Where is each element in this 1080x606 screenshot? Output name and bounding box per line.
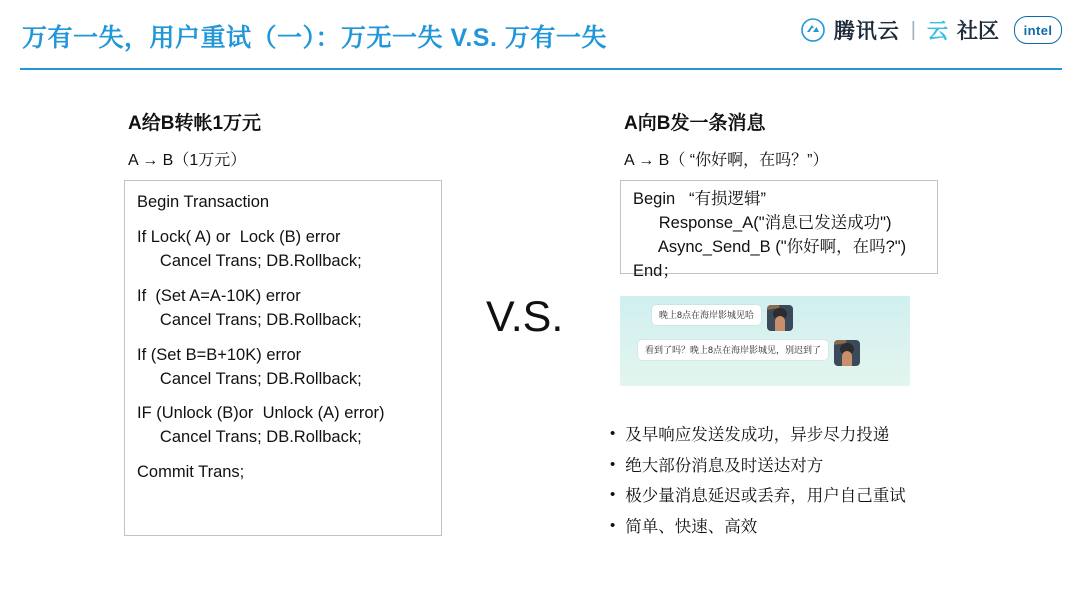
list-item — [610, 451, 1030, 482]
slide-header — [0, 0, 1080, 72]
bullet-dot-icon: • — [610, 425, 616, 442]
avatar — [767, 305, 793, 331]
brand-community-label: 社区 — [957, 20, 999, 43]
intel-logo-icon: intel — [1014, 16, 1062, 44]
list-item-label: 极少量消息延迟或丢弃，用户自己重试 — [625, 487, 906, 506]
code-line: If (Set A=A-10K) error — [137, 286, 301, 305]
code-line: Cancel Trans; DB.Rollback; — [137, 251, 362, 270]
left-heading: A给B转帐1万元 — [128, 113, 262, 134]
avatar — [834, 340, 860, 366]
brand-name: 腾讯云 — [833, 20, 900, 43]
code-line: Begin Transaction — [137, 193, 270, 211]
code-line: Async_Send_B ("你好啊，在吗?") — [645, 237, 907, 256]
bullet-dot-icon: • — [610, 516, 616, 534]
chat-screenshot — [620, 296, 910, 386]
chat-message-row — [652, 305, 793, 331]
code-line: IF (Unlock (B)or Unlock (A) error) — [137, 404, 385, 423]
left-subline: A → B（1万元） — [128, 152, 247, 169]
code-line: End； — [633, 261, 679, 280]
code-spacer — [137, 391, 429, 402]
bullet-dot-icon: • — [610, 455, 616, 473]
chat-bubble-text: 晚上8点在海岸影城见哈 — [652, 305, 761, 325]
code-spacer — [137, 450, 429, 461]
bullet-list — [610, 420, 1030, 542]
code-spacer — [137, 215, 429, 226]
code-spacer — [137, 274, 429, 285]
chat-message-row — [638, 340, 860, 366]
right-subline: A → B（ “你好啊，在吗？”） — [624, 152, 829, 169]
list-item-label: 绝大部份消息及时送达对方 — [625, 456, 824, 475]
code-line: If (Set B=B+10K) error — [137, 345, 302, 364]
left-column — [124, 108, 464, 536]
hat-icon — [834, 340, 846, 345]
bullet-dot-icon: • — [610, 486, 616, 504]
code-line: Cancel Trans; DB.Rollback; — [137, 428, 362, 447]
list-item — [610, 512, 1030, 543]
code-line: If Lock( A) or Lock (B) error — [137, 227, 341, 246]
list-item — [610, 420, 1030, 451]
tencent-cloud-logo-icon — [801, 18, 825, 42]
code-line: Cancel Trans; DB.Rollback; — [137, 369, 362, 388]
list-item-label: 简单、快速、高效 — [625, 517, 758, 536]
code-line: Commit Trans; — [137, 463, 245, 482]
page-title: 万有一失，用户重试（一）：万无一失 V.S. 万有一失 — [22, 24, 607, 52]
right-column — [620, 108, 1020, 355]
header-divider — [20, 68, 1062, 70]
list-item-label: 及早响应发送发成功，异步尽力投递 — [625, 426, 890, 444]
list-item — [610, 481, 1030, 512]
brand-separator: | — [910, 18, 916, 41]
brand-cluster — [801, 15, 1062, 45]
brand-cloud-label: 云 — [927, 20, 948, 43]
hat-icon — [767, 305, 779, 310]
code-line: Cancel Trans; DB.Rollback; — [137, 310, 362, 329]
versus-label: V.S. — [486, 293, 564, 341]
code-line: Response_A("消息已发送成功") — [645, 213, 892, 232]
right-code-block — [620, 180, 938, 280]
chat-bubble-text: 看到了吗？晚上8点在海岸影城见，别迟到了 — [638, 340, 828, 360]
left-code-block — [124, 180, 442, 536]
code-spacer — [137, 333, 429, 344]
code-line: Begin “有损逻辑” — [633, 190, 766, 208]
right-heading: A向B发一条消息 — [624, 113, 766, 134]
